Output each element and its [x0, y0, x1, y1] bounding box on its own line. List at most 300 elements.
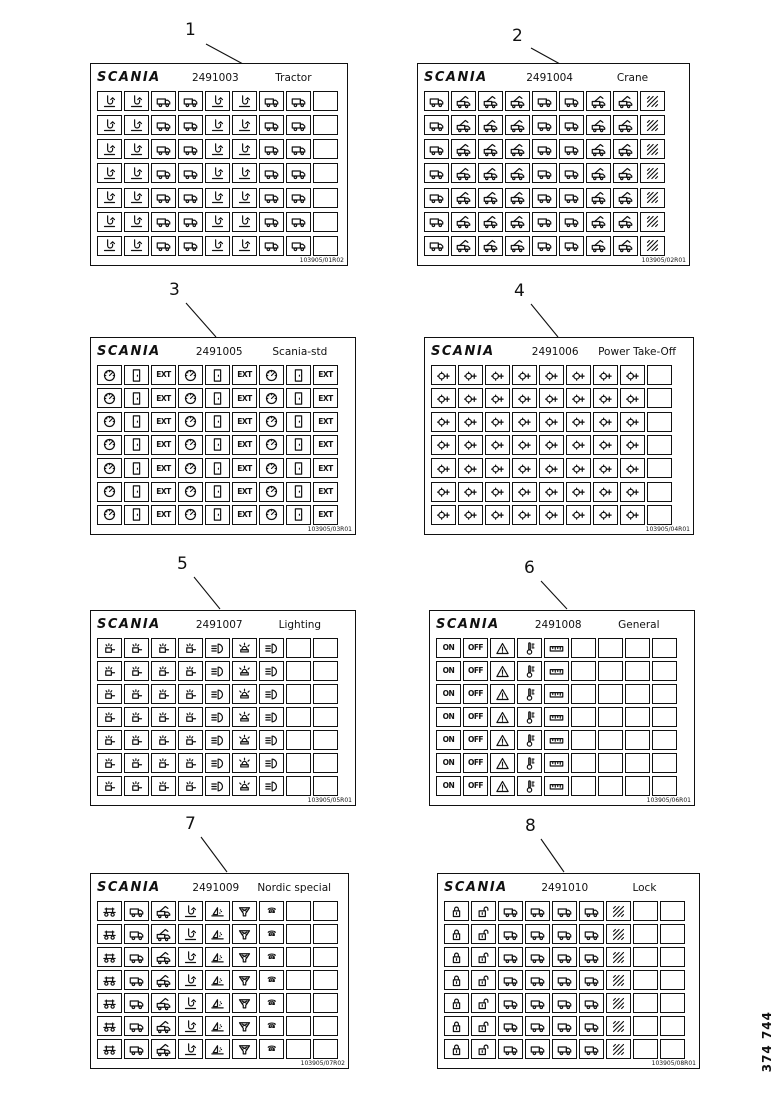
leader-line	[531, 48, 560, 64]
scania-logo: SCANIA	[424, 69, 488, 86]
part-number: 2491003	[191, 71, 239, 84]
pto-winch-2-icon	[620, 388, 645, 408]
pictogram-row	[436, 707, 688, 727]
pto-gear-icon	[539, 388, 564, 408]
hopper-spreader-icon	[232, 970, 257, 990]
lock-closed-icon	[444, 970, 469, 990]
cab-lock-icon	[498, 924, 523, 944]
sheet-code: 103905/02R01	[641, 257, 686, 264]
sheet-title: Power Take-Off	[598, 345, 677, 358]
part-number: 2491005	[195, 345, 243, 358]
leader-line	[201, 837, 227, 872]
off-label: OFF	[463, 707, 488, 727]
tachograph-gauge-2-icon	[178, 435, 203, 455]
pictogram-row	[97, 753, 349, 773]
trailer-tipping-2-icon	[286, 236, 311, 256]
ext-2-label: EXT	[232, 458, 257, 478]
off-label: OFF	[463, 753, 488, 773]
blank-cell	[598, 776, 623, 796]
rotating-beacon-icon	[232, 684, 257, 704]
callout-number-8: 8	[525, 816, 536, 836]
truck-crane-rear-icon	[532, 139, 557, 159]
sheet-title: Lighting	[278, 618, 322, 631]
crane-support-legs-icon	[424, 139, 449, 159]
sand-spreader-icon	[205, 1039, 230, 1059]
crane-support-legs-icon	[424, 188, 449, 208]
crane-cab-control-icon	[451, 163, 476, 183]
pto-gear-2-icon	[566, 388, 591, 408]
pto-gear-2-icon	[566, 482, 591, 502]
pto-compressor-icon	[512, 388, 537, 408]
fifth-wheel-lock-icon	[124, 212, 149, 232]
ruler-icon	[544, 638, 569, 658]
fifth-wheel-lock-icon	[124, 236, 149, 256]
blank-cell	[313, 91, 338, 111]
fifth-wheel-hook-icon	[97, 212, 122, 232]
label-sheet-tractor	[90, 63, 348, 266]
blank-cell	[313, 236, 338, 256]
label-sheet-crane	[417, 63, 690, 266]
pictogram-row	[444, 1016, 693, 1036]
loader-crane-icon	[151, 993, 176, 1013]
blank-cell	[571, 684, 596, 704]
tachograph-gauge-2-icon	[178, 458, 203, 478]
door-icon	[124, 505, 149, 525]
pto-winch-2-icon	[620, 458, 645, 478]
pictogram-row	[431, 388, 687, 408]
pto-hydraulic-icon	[593, 482, 618, 502]
pictogram-row	[424, 115, 683, 135]
cab-lock-icon	[498, 993, 523, 1013]
tachograph-gauge-2-icon	[178, 482, 203, 502]
ruler-icon	[544, 776, 569, 796]
crane-boom-lower-icon	[505, 236, 530, 256]
ext-label: EXT	[151, 365, 176, 385]
door-3-icon	[286, 412, 311, 432]
pto-compressor-icon	[512, 412, 537, 432]
drawing-number: 374 744	[760, 1010, 774, 1072]
pictogram-row	[436, 776, 688, 796]
bodywork-lock-icon	[525, 901, 550, 921]
crane-lock-icon	[606, 1039, 631, 1059]
pto-pump-icon	[458, 388, 483, 408]
fifth-wheel-lock-2-icon	[232, 188, 257, 208]
pto-winch-2-icon	[620, 435, 645, 455]
label-sheet-lighting	[90, 610, 356, 806]
scania-logo: SCANIA	[431, 343, 495, 360]
truck-crane-front-icon	[559, 236, 584, 256]
off-label: OFF	[463, 684, 488, 704]
phone-icon: ☎	[259, 1016, 284, 1036]
crane-boom-raise-icon	[586, 91, 611, 111]
crane-boom-lower-icon	[505, 139, 530, 159]
truck-crane-front-icon	[559, 212, 584, 232]
bodywork-lock-icon	[525, 993, 550, 1013]
fifth-wheel-hook-icon	[97, 115, 122, 135]
pictogram-row	[97, 1016, 342, 1036]
blank-cell	[286, 638, 311, 658]
door-2-icon	[205, 365, 230, 385]
blank-cell	[313, 707, 338, 727]
cab-lock-icon	[498, 1039, 523, 1059]
work-light-boom-icon	[151, 661, 176, 681]
blank-cell	[571, 776, 596, 796]
sheet-code: 103905/03R01	[307, 526, 352, 533]
pto-gear-2-icon	[566, 435, 591, 455]
lock-closed-icon	[444, 1039, 469, 1059]
trailer-tipping-icon	[178, 91, 203, 111]
blank-cell	[660, 924, 685, 944]
blank-cell	[598, 638, 623, 658]
sheet-code: 103905/04R01	[645, 526, 690, 533]
fifth-wheel-hook-2-icon	[205, 115, 230, 135]
blank-cell	[660, 1039, 685, 1059]
pictogram-row	[436, 638, 688, 658]
work-light-rear-icon	[97, 776, 122, 796]
pictogram-row	[424, 188, 683, 208]
pto-hydraulic-icon	[593, 435, 618, 455]
pictogram-grid	[444, 898, 693, 1059]
sheet-code: 103905/07R02	[300, 1060, 345, 1067]
work-light-front-icon	[178, 707, 203, 727]
pictogram-row	[97, 163, 341, 183]
on-label: ON	[436, 707, 461, 727]
fifth-wheel-lock-2-icon	[232, 236, 257, 256]
loader-crane-icon	[151, 1016, 176, 1036]
label-sheet-scania-std	[90, 337, 356, 535]
door-icon	[124, 388, 149, 408]
pictogram-row	[97, 638, 349, 658]
fog-light-icon	[259, 707, 284, 727]
lock-open-icon	[471, 1016, 496, 1036]
timber-bogie-icon	[97, 993, 122, 1013]
blank-cell	[633, 901, 658, 921]
blank-cell	[313, 661, 338, 681]
pictogram-row	[97, 970, 342, 990]
blank-cell	[598, 730, 623, 750]
truck-crane-front-icon	[559, 188, 584, 208]
headlight-beam-icon	[205, 776, 230, 796]
sheet-header	[97, 67, 341, 88]
blank-cell	[571, 730, 596, 750]
pto-hydraulic-icon	[593, 388, 618, 408]
pictogram-row	[97, 776, 349, 796]
fifth-wheel-lock-2-icon	[232, 163, 257, 183]
pictogram-grid	[97, 898, 342, 1059]
pictogram-row	[436, 661, 688, 681]
rotating-beacon-icon	[232, 753, 257, 773]
pictogram-row	[97, 388, 349, 408]
blank-cell	[313, 1039, 338, 1059]
blank-cell	[647, 458, 672, 478]
crane-cab-control-icon	[451, 188, 476, 208]
pictogram-row	[97, 684, 349, 704]
scania-logo: SCANIA	[97, 616, 161, 633]
blank-cell	[647, 365, 672, 385]
pictogram-row	[97, 924, 342, 944]
sand-spreader-icon	[205, 1016, 230, 1036]
crane-disabled-icon	[640, 236, 665, 256]
trailer-lock-icon	[579, 901, 604, 921]
headlight-beam-icon	[205, 707, 230, 727]
fog-light-icon	[259, 661, 284, 681]
trailer-tipping-icon	[178, 236, 203, 256]
truck-crane-front-icon	[559, 115, 584, 135]
pictogram-row	[424, 236, 683, 256]
label-sheet-power-take-off	[424, 337, 694, 535]
door-3-icon	[286, 365, 311, 385]
rotating-beacon-icon	[232, 776, 257, 796]
fog-light-icon	[259, 638, 284, 658]
fifth-wheel-hook-2-icon	[205, 236, 230, 256]
part-number: 2491004	[526, 71, 573, 84]
pictogram-grid	[424, 88, 683, 256]
headlight-beam-icon	[205, 684, 230, 704]
work-light-boom-icon	[151, 707, 176, 727]
ext-2-label: EXT	[232, 482, 257, 502]
sheet-code: 103905/01R02	[299, 257, 344, 264]
pto-winch-icon	[431, 505, 456, 525]
fifth-wheel-lock-icon	[124, 188, 149, 208]
on-label: ON	[436, 661, 461, 681]
warning-triangle-icon	[490, 638, 515, 658]
off-label: OFF	[463, 730, 488, 750]
trailer-tipping-2-icon	[286, 188, 311, 208]
crane-cab-control-icon	[451, 212, 476, 232]
crane-cab-control-icon	[451, 115, 476, 135]
fifth-wheel-hook-icon	[97, 236, 122, 256]
winch-icon	[178, 947, 203, 967]
scania-logo: SCANIA	[444, 879, 508, 896]
lock-closed-icon	[444, 901, 469, 921]
blank-cell	[652, 776, 677, 796]
blank-cell	[286, 901, 311, 921]
door-2-icon	[205, 482, 230, 502]
on-label: ON	[436, 753, 461, 773]
pto-winch-icon	[431, 388, 456, 408]
blank-cell	[313, 753, 338, 773]
lock-open-icon	[471, 901, 496, 921]
hopper-spreader-icon	[232, 1016, 257, 1036]
sheet-title: General	[618, 618, 660, 631]
work-light-side-icon	[124, 638, 149, 658]
pictogram-row	[97, 947, 342, 967]
pictogram-row	[444, 901, 693, 921]
pto-hydraulic-icon	[593, 365, 618, 385]
work-light-side-icon	[124, 707, 149, 727]
fifth-wheel-lock-icon	[124, 115, 149, 135]
pictogram-row	[97, 901, 342, 921]
pto-hydraulic-icon	[593, 412, 618, 432]
timber-bogie-icon	[97, 947, 122, 967]
work-light-boom-icon	[151, 638, 176, 658]
ext-3-label: EXT	[313, 412, 338, 432]
rotating-beacon-icon	[232, 638, 257, 658]
blank-cell	[625, 638, 650, 658]
sand-spreader-icon	[205, 993, 230, 1013]
door-icon	[124, 482, 149, 502]
crane-lock-icon	[606, 924, 631, 944]
blank-cell	[625, 776, 650, 796]
work-light-boom-icon	[151, 776, 176, 796]
fifth-wheel-lock-2-icon	[232, 91, 257, 111]
headlight-beam-icon	[205, 638, 230, 658]
blank-cell	[633, 993, 658, 1013]
crane-lock-icon	[606, 1016, 631, 1036]
pictogram-row	[97, 505, 349, 525]
part-number: 2491006	[531, 345, 579, 358]
ext-2-label: EXT	[232, 365, 257, 385]
pto-gear-2-icon	[566, 505, 591, 525]
rotating-beacon-icon	[232, 661, 257, 681]
pictogram-grid	[97, 362, 349, 525]
pictogram-grid	[97, 88, 341, 256]
trailer-coupling-icon	[151, 91, 176, 111]
blank-cell	[571, 753, 596, 773]
pictogram-row	[97, 730, 349, 750]
tachograph-gauge-3-icon	[259, 505, 284, 525]
blank-cell	[647, 412, 672, 432]
pictogram-row	[97, 91, 341, 111]
tail-lift-icon	[124, 924, 149, 944]
loader-crane-icon	[151, 1039, 176, 1059]
pictogram-row	[97, 1039, 342, 1059]
truck-crane-work-icon	[613, 115, 638, 135]
crane-disabled-icon	[640, 115, 665, 135]
phone-icon: ☎	[259, 970, 284, 990]
crane-boom-raise-icon	[586, 188, 611, 208]
trailer-tipping-icon	[178, 212, 203, 232]
thermometer-icon	[517, 638, 542, 658]
blank-cell	[598, 753, 623, 773]
headlight-beam-icon	[205, 730, 230, 750]
blank-cell	[286, 1039, 311, 1059]
door-icon	[124, 365, 149, 385]
door-2-icon	[205, 412, 230, 432]
pictogram-row	[97, 993, 342, 1013]
bodywork-lock-icon	[525, 924, 550, 944]
part-number: 2491009	[192, 881, 240, 894]
work-light-boom-icon	[151, 730, 176, 750]
lock-open-icon	[471, 993, 496, 1013]
trailer-coupling-2-icon	[259, 115, 284, 135]
sheet-header	[97, 877, 342, 898]
pto-gear-2-icon	[566, 458, 591, 478]
tail-lift-icon	[124, 901, 149, 921]
pictogram-row	[97, 412, 349, 432]
work-light-side-icon	[124, 661, 149, 681]
pto-gear-icon	[539, 482, 564, 502]
crane-load-icon	[478, 115, 503, 135]
sand-spreader-icon	[205, 924, 230, 944]
work-light-rear-icon	[97, 684, 122, 704]
door-icon	[124, 458, 149, 478]
ruler-icon	[544, 730, 569, 750]
sheet-code: 103905/06R01	[646, 797, 691, 804]
tachograph-gauge-icon	[97, 458, 122, 478]
scania-logo: SCANIA	[97, 69, 161, 86]
crane-boom-raise-icon	[586, 163, 611, 183]
crane-support-legs-icon	[424, 236, 449, 256]
fog-light-icon	[259, 730, 284, 750]
pto-winch-icon	[431, 412, 456, 432]
ruler-icon	[544, 661, 569, 681]
pto-winch-icon	[431, 482, 456, 502]
crane-support-legs-icon	[424, 163, 449, 183]
tachograph-gauge-3-icon	[259, 412, 284, 432]
blank-cell	[571, 638, 596, 658]
work-light-front-icon	[178, 684, 203, 704]
blank-cell	[313, 139, 338, 159]
fifth-wheel-hook-2-icon	[205, 139, 230, 159]
timber-bogie-icon	[97, 901, 122, 921]
blank-cell	[286, 730, 311, 750]
door-3-icon	[286, 505, 311, 525]
blank-cell	[286, 947, 311, 967]
ext-2-label: EXT	[232, 412, 257, 432]
off-label: OFF	[463, 776, 488, 796]
trailer-lock-icon	[579, 1039, 604, 1059]
fifth-wheel-lock-icon	[124, 139, 149, 159]
fifth-wheel-lock-2-icon	[232, 115, 257, 135]
crane-disabled-icon	[640, 188, 665, 208]
phone-icon: ☎	[259, 924, 284, 944]
fifth-wheel-lock-2-icon	[232, 212, 257, 232]
trailer-lock-icon	[579, 970, 604, 990]
fifth-wheel-hook-2-icon	[205, 212, 230, 232]
part-number: 2491007	[195, 618, 243, 631]
trailer-tipping-2-icon	[286, 139, 311, 159]
platform-lock-icon	[552, 993, 577, 1013]
work-light-side-icon	[124, 684, 149, 704]
trailer-coupling-2-icon	[259, 236, 284, 256]
ext-3-label: EXT	[313, 458, 338, 478]
blank-cell	[313, 924, 338, 944]
blank-cell	[286, 776, 311, 796]
door-3-icon	[286, 482, 311, 502]
tail-lift-icon	[124, 1016, 149, 1036]
warning-triangle-icon	[490, 684, 515, 704]
blank-cell	[286, 970, 311, 990]
pictogram-row	[431, 458, 687, 478]
pictogram-row	[97, 212, 341, 232]
scania-logo: SCANIA	[436, 616, 500, 633]
truck-crane-front-icon	[559, 91, 584, 111]
blank-cell	[652, 684, 677, 704]
pto-gear-2-icon	[566, 412, 591, 432]
lock-open-icon	[471, 1039, 496, 1059]
crane-lock-icon	[606, 901, 631, 921]
on-label: ON	[436, 684, 461, 704]
sheet-title: Scania-std	[272, 345, 328, 358]
off-label: OFF	[463, 661, 488, 681]
fifth-wheel-hook-icon	[97, 91, 122, 111]
ext-label: EXT	[151, 388, 176, 408]
crane-boom-lower-icon	[505, 188, 530, 208]
door-3-icon	[286, 458, 311, 478]
work-light-side-icon	[124, 730, 149, 750]
pictogram-row	[431, 505, 687, 525]
crane-load-icon	[478, 163, 503, 183]
sheet-header	[97, 341, 349, 362]
blank-cell	[313, 901, 338, 921]
crane-boom-lower-icon	[505, 115, 530, 135]
truck-crane-rear-icon	[532, 115, 557, 135]
crane-boom-raise-icon	[586, 139, 611, 159]
pto-pump-icon	[458, 365, 483, 385]
work-light-front-icon	[178, 661, 203, 681]
pictogram-row	[436, 684, 688, 704]
